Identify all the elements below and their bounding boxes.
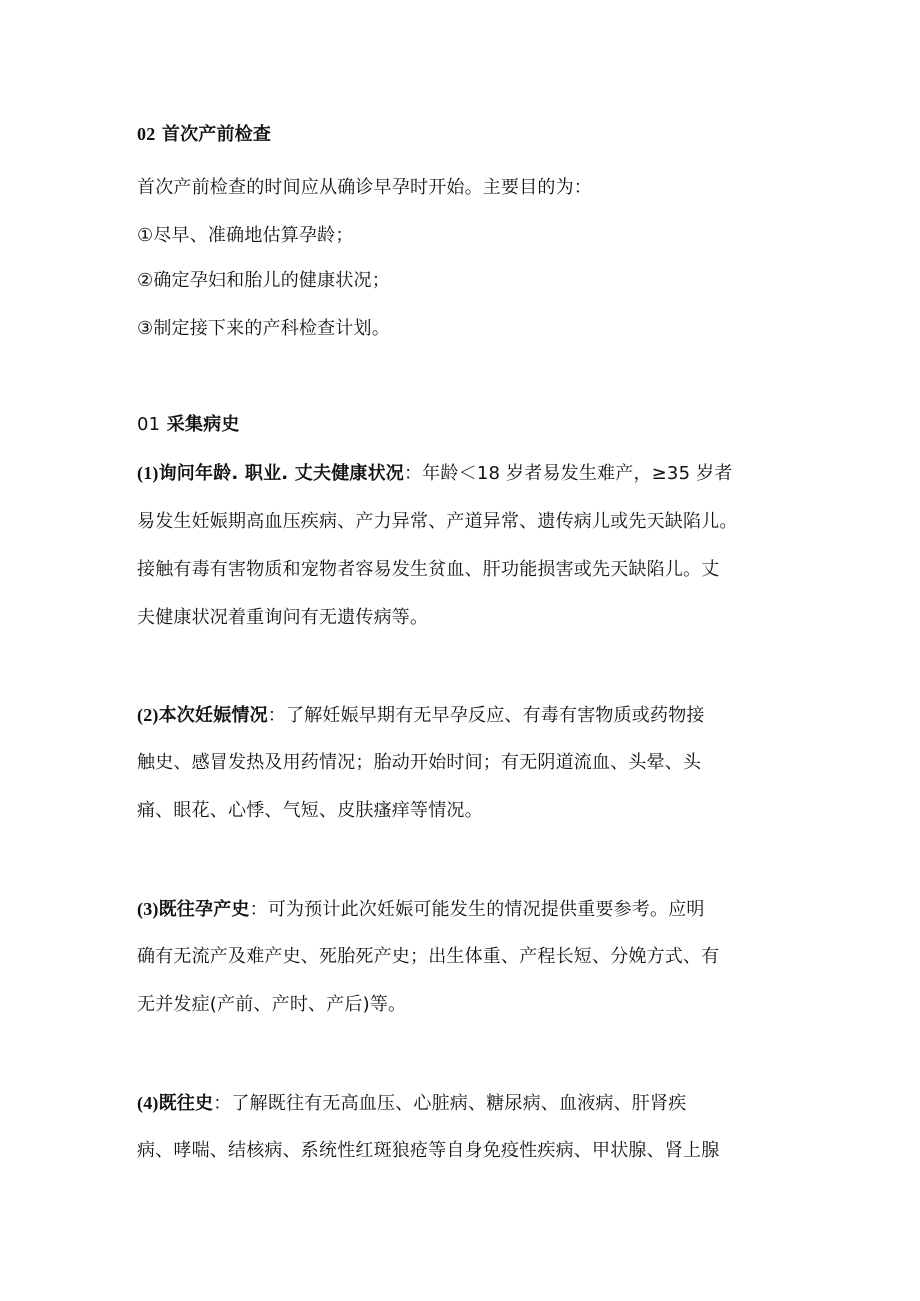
section-heading-first-prenatal-exam [137, 122, 797, 147]
paragraph-colon: ： [213, 1093, 232, 1114]
section-title: 采集病史 [160, 414, 240, 435]
paragraph-label: 既往孕产史 [158, 899, 250, 920]
paragraph-colon: ： [267, 705, 286, 726]
paragraph-line: 触史、感冒发热及用药情况；胎动开始时间；有无阴道流血、头晕、头 [137, 752, 702, 773]
section-heading-medical-history [137, 413, 797, 437]
paragraph-line [137, 461, 797, 486]
paragraph-text: 了解既往有无高血压、心脏病、糖尿病、血液病、肝肾疾 [231, 1093, 687, 1114]
paragraph-line: 夫健康状况着重询问有无遗传病等。 [137, 607, 429, 628]
list-item: ②确定孕妇和胎儿的健康状况； [137, 270, 390, 291]
intro-text: 首次产前检查的时间应从确诊早孕时开始。主要目的为： [137, 177, 592, 198]
paragraph-line [137, 703, 797, 728]
paragraph-text: 年龄＜18 岁者易发生难产，≥35 岁者 [422, 463, 733, 484]
paragraph-colon: ： [404, 463, 423, 484]
paragraph-line: 痛、眼花、心悸、气短、皮肤瘙痒等情况。 [137, 800, 483, 821]
paragraph-label: 询问年龄. 职业. 丈夫健康状况 [158, 463, 405, 484]
paragraph-number: (2) [137, 705, 159, 725]
paragraph-label: 既往史 [158, 1093, 214, 1114]
paragraph-number: (4) [137, 1093, 159, 1113]
section-number: 02 [137, 124, 156, 144]
paragraph-text: 可为预计此次妊娠可能发生的情况提供重要参考。应明 [267, 899, 705, 920]
paragraph-line [137, 1091, 797, 1116]
paragraph-line: 无并发症(产前、产时、产后)等。 [137, 994, 407, 1015]
paragraph-line: 易发生妊娠期高血压疾病、产力异常、产道异常、遗传病儿或先天缺陷儿。 [137, 511, 738, 532]
paragraph-number: (1) [137, 463, 159, 483]
paragraph-label: 本次妊娠情况 [158, 705, 268, 726]
paragraph-line: 确有无流产及难产史、死胎死产史；出生体重、产程长短、分娩方式、有 [137, 946, 720, 967]
paragraph-line: 接触有毒有害物质和宠物者容易发生贫血、肝功能损害或先天缺陷儿。丈 [137, 559, 720, 580]
paragraph-line: 病、哮喘、结核病、系统性红斑狼疮等自身免疫性疾病、甲状腺、肾上腺 [137, 1140, 720, 1161]
list-item: ③制定接下来的产科检查计划。 [137, 318, 390, 339]
section-number: 01 [137, 414, 161, 435]
paragraph-colon: ： [249, 899, 268, 920]
list-item: ①尽早、准确地估算孕龄； [137, 225, 354, 246]
section-title: 首次产前检查 [155, 124, 272, 145]
paragraph-line [137, 897, 797, 922]
paragraph-number: (3) [137, 899, 159, 919]
paragraph-text: 了解妊娠早期有无早孕反应、有毒有害物质或药物接 [286, 705, 705, 726]
